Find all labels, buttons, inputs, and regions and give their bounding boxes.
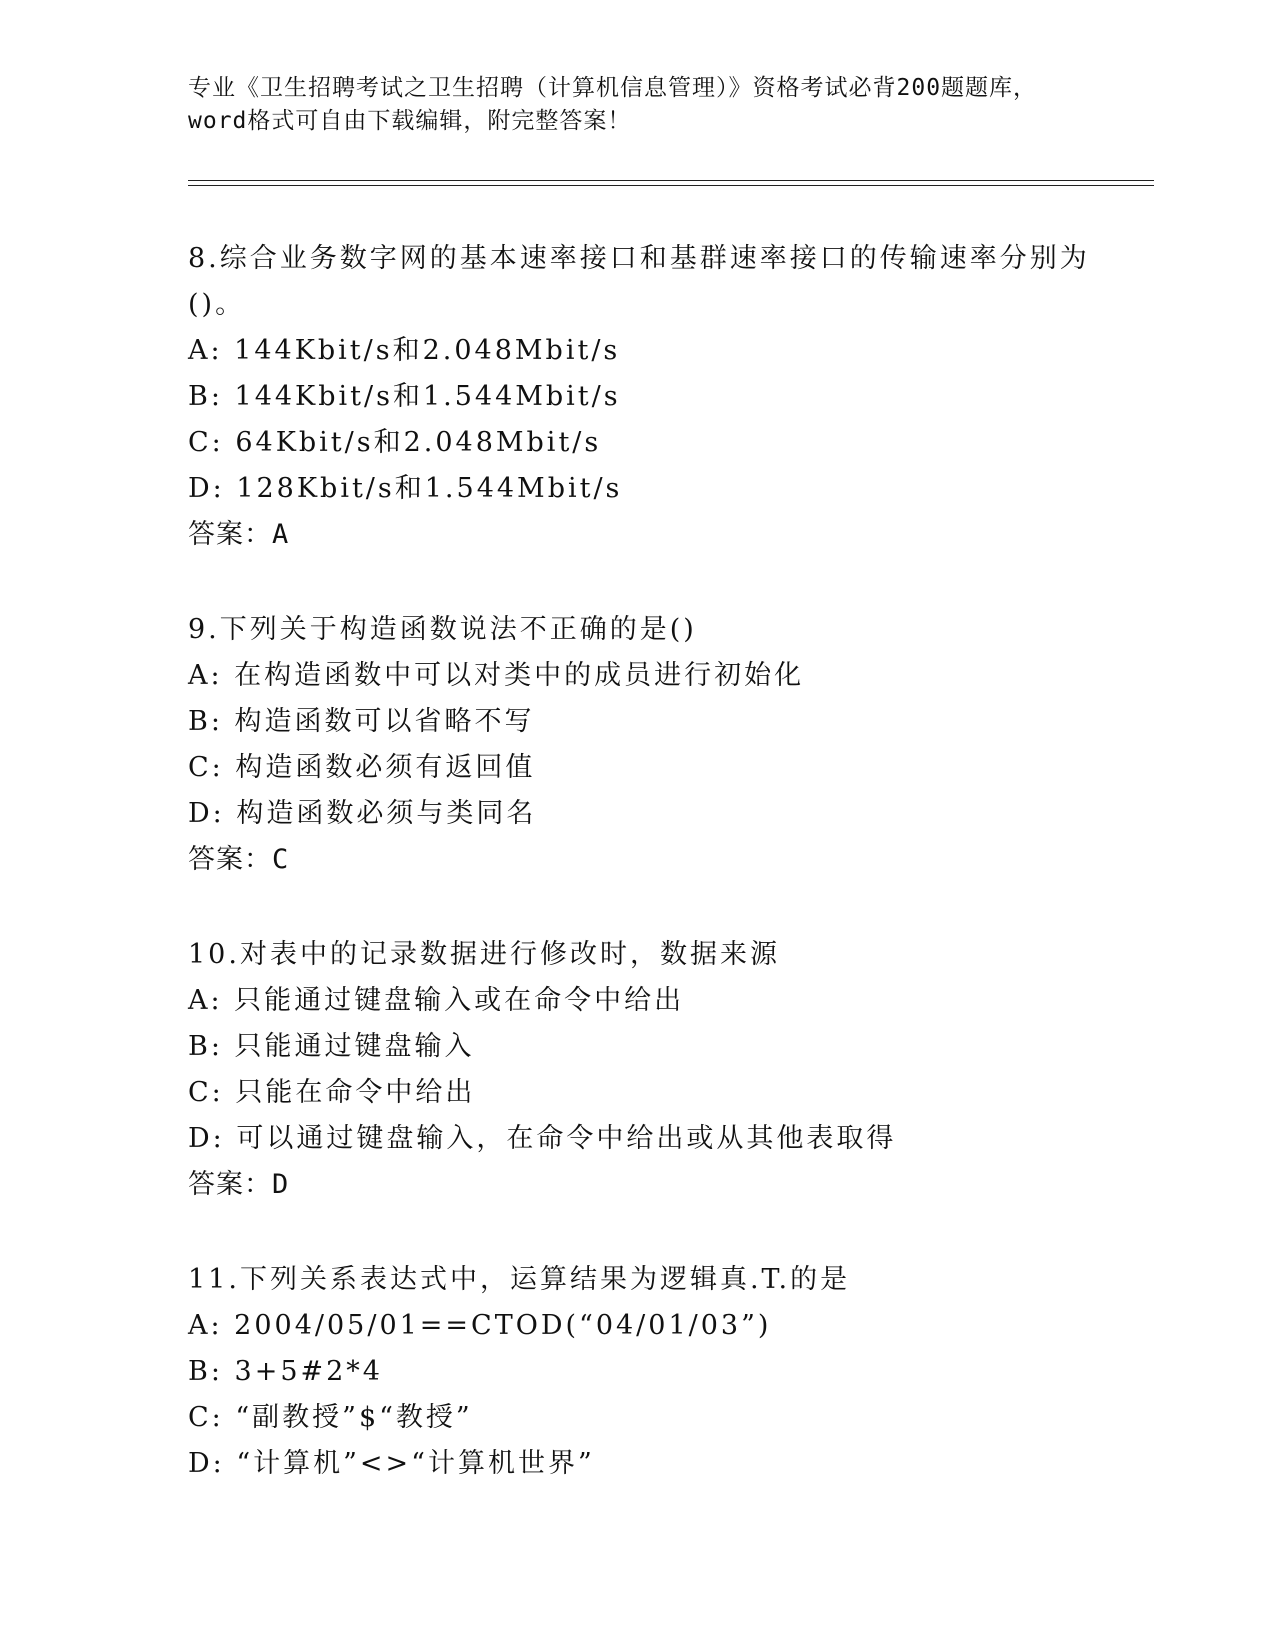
- question-stem: 11.下列关系表达式中，运算结果为逻辑真.T.的是: [188, 1264, 851, 1295]
- question-stem: 9.下列关于构造函数说法不正确的是(): [188, 614, 697, 645]
- question-stem: 10.对表中的记录数据进行修改时，数据来源: [188, 939, 780, 970]
- question-list: [188, 236, 1088, 1536]
- question-8: [188, 236, 1088, 558]
- header-divider-top: [188, 180, 1154, 181]
- question-10: [188, 932, 1088, 1208]
- header-divider-bottom: [188, 185, 1154, 186]
- document-header: [188, 72, 1088, 138]
- question-stem-continued: ()。: [188, 289, 246, 320]
- question-stem: 8.综合业务数字网的基本速率接口和基群速率接口的传输速率分别为: [188, 243, 1090, 274]
- option-b: B: 144Kbit/s和1.544Mbit/s: [188, 381, 621, 412]
- answer: 答案：D: [188, 1169, 290, 1200]
- header-line-2: word格式可自由下载编辑，附完整答案！: [188, 108, 632, 134]
- option-c: C: “副教授”$“教授”: [188, 1402, 473, 1433]
- option-d: D: 可以通过键盘输入，在命令中给出或从其他表取得: [188, 1123, 897, 1154]
- answer: 答案：C: [188, 844, 290, 875]
- option-a: A: 只能通过键盘输入或在命令中给出: [188, 985, 685, 1016]
- option-a: A: 144Kbit/s和2.048Mbit/s: [188, 335, 621, 366]
- header-line-1: 专业《卫生招聘考试之卫生招聘（计算机信息管理）》资格考试必背200题题库，: [188, 75, 1038, 101]
- option-c: C: 只能在命令中给出: [188, 1077, 476, 1108]
- option-b: B: 只能通过键盘输入: [188, 1031, 475, 1062]
- answer: 答案：A: [188, 519, 290, 550]
- option-b: B: 3+5#2*4: [188, 1356, 383, 1387]
- option-a: A: 在构造函数中可以对类中的成员进行初始化: [188, 660, 805, 691]
- option-c: C: 64Kbit/s和2.048Mbit/s: [188, 427, 602, 458]
- option-a: A: 2004/05/01==CTOD(“04/01/03”): [188, 1310, 772, 1341]
- question-11: [188, 1257, 1088, 1487]
- option-d: D: 构造函数必须与类同名: [188, 798, 537, 829]
- option-c: C: 构造函数必须有返回值: [188, 752, 536, 783]
- option-b: B: 构造函数可以省略不写: [188, 706, 535, 737]
- question-9: [188, 607, 1088, 883]
- option-d: D: 128Kbit/s和1.544Mbit/s: [188, 473, 623, 504]
- option-d: D: “计算机”<>“计算机世界”: [188, 1448, 595, 1479]
